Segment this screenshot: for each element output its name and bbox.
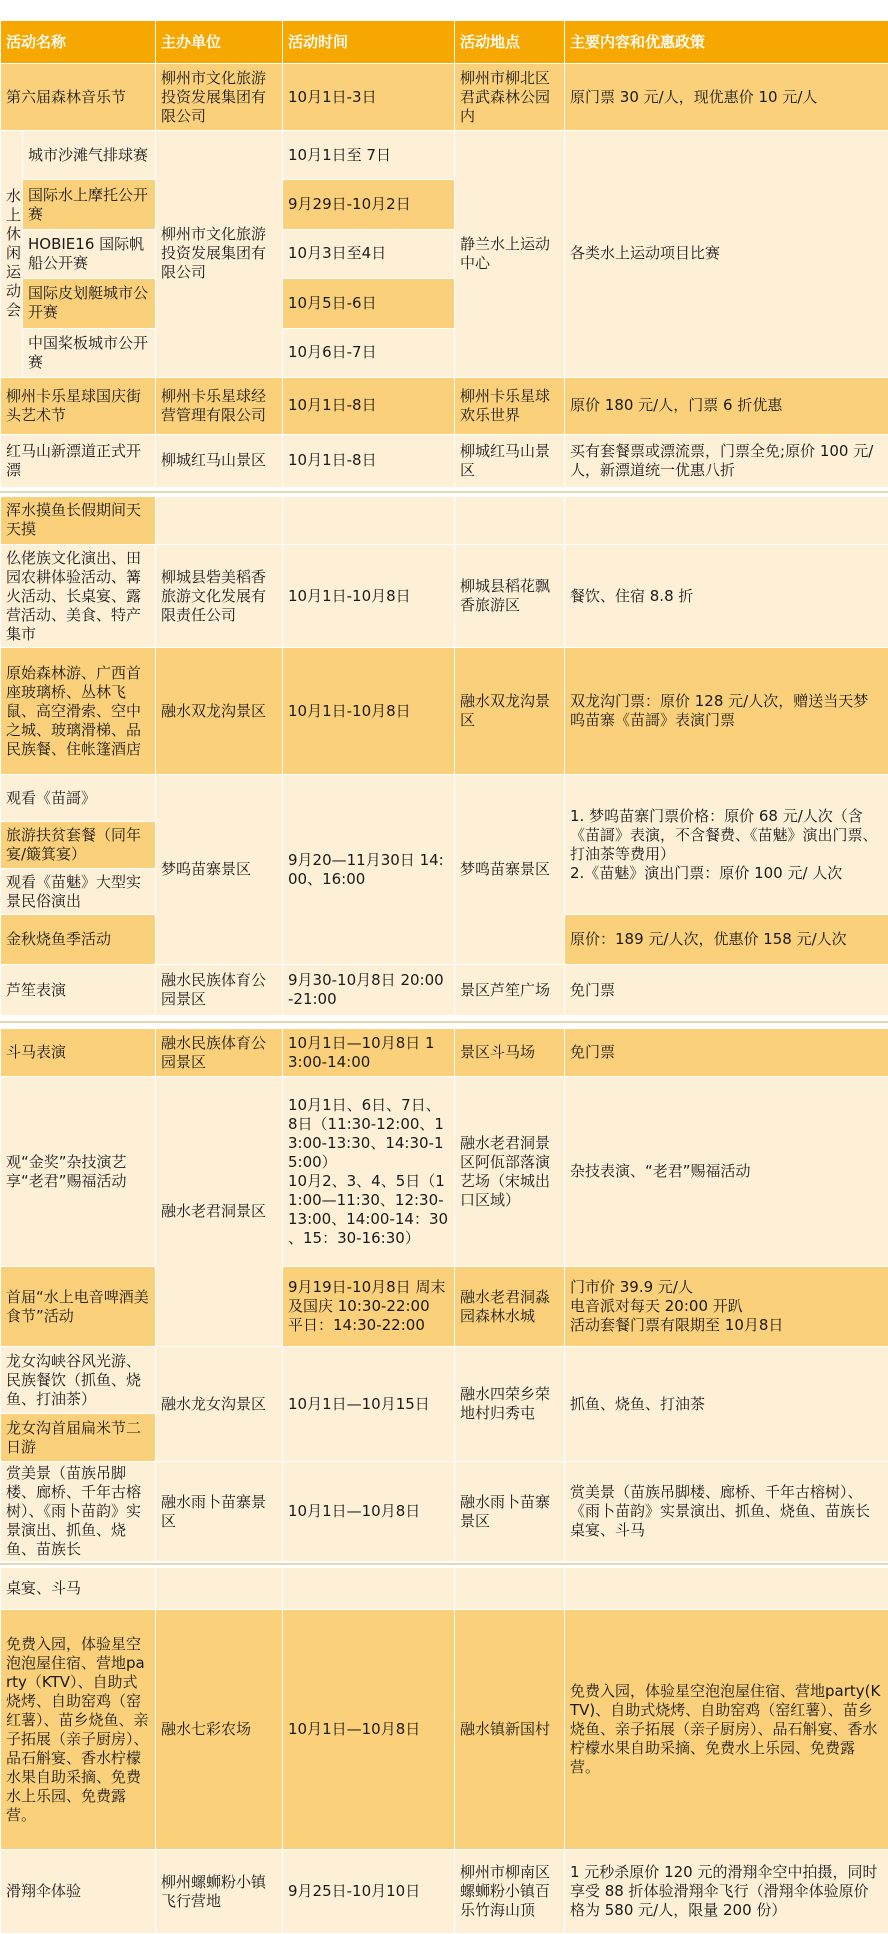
table-row [1, 64, 888, 131]
table-row [1, 544, 888, 648]
activity-name: 第六届森林音乐节 [1, 64, 156, 131]
table-row [1, 775, 888, 822]
place-cell: 融水老君洞景区阿佤部落演艺场（宋城出口区域） [455, 1077, 565, 1267]
organizer-cell: 融水民族体育公园景区 [156, 1029, 283, 1077]
header-time: 活动时间 [283, 21, 455, 64]
organizer-cell: 梦呜苗寨景区 [156, 775, 283, 965]
activity-name: 观“金奖”杂技演艺享“老君”赐福活动 [1, 1077, 156, 1267]
activity-name: 免费入园，体验星空泡泡屋住宿、营地party（KTV）、自助式烧烤、自助窑鸡（窑红薯）、苗乡烧鱼、亲子拓展（亲子厨房）、品石斛宴、香水柠檬水果自助采摘、免费水上乐园、免费露营。 [1, 1610, 156, 1850]
activity-name: 柳州卡乐星球国庆街头艺术节 [1, 378, 156, 434]
table-row [1, 378, 888, 434]
header-place: 活动地点 [455, 21, 565, 64]
organizer-cell: 融水双龙沟景区 [156, 648, 283, 775]
place-cell: 静兰水上运动中心 [455, 130, 565, 377]
content-cell: 门市价 39.9 元/人 电音派对每天 20:00 开趴 活动套餐门票有限期至 10月8日 [565, 1267, 888, 1347]
content-cell: 免门票 [565, 1029, 888, 1077]
activity-name: 龙女沟首届扁米节二日游 [1, 1414, 156, 1462]
organizer-cell: 柳州市文化旅游投资发展集团有限公司 [156, 130, 283, 377]
table-row [1, 1029, 888, 1077]
table-row [1, 497, 888, 545]
table-row [1, 130, 888, 179]
time-cell: 10月3日至4日 [283, 229, 455, 278]
organizer-cell: 融水七彩农场 [156, 1610, 283, 1850]
content-cell: 各类水上运动项目比赛 [565, 130, 888, 377]
time-cell: 9月30-10月8日 20:00-21:00 [283, 965, 455, 1016]
activity-name: 赏美景（苗族吊脚楼、廊桥、千年古榕树）、《雨卜苗韵》实景演出、抓鱼、烧鱼、苗族长 [1, 1462, 156, 1562]
place-cell: 融水老君洞淼园森林水城 [455, 1267, 565, 1347]
content-cell: 买有套餐票或漂流票，门票全免;原价 100 元/人，新漂道统一优惠八折 [565, 434, 888, 488]
table-block-1 [0, 20, 888, 488]
content-cell: 双龙沟门票：原价 128 元/人次，赠送当天梦呜苗寨《苗謌》表演门票 [565, 648, 888, 775]
organizer-cell: 柳城县砦美稻香旅游文化发展有限责任公司 [156, 544, 283, 648]
organizer-cell: 柳城红马山景区 [156, 434, 283, 488]
time-cell: 9月20—11月30日 14:00、16:00 [283, 775, 455, 965]
content-cell: 1. 梦呜苗寨门票价格：原价 68 元/人次（含《苗謌》表演，不含餐费、《苗魅》演出门票、打油茶等费用） 2.《苗魅》演出门票：原价 100 元/ 人次 [565, 775, 888, 915]
activity-name: 金秋烧鱼季活动 [1, 915, 156, 965]
content-cell: 赏美景（苗族吊脚楼、廊桥、千年古榕树）、《雨卜苗韵》实景演出、抓鱼、烧鱼、苗族长桌宴、斗马 [565, 1462, 888, 1562]
activity-name: 国际水上摩托公开赛 [23, 180, 156, 229]
organizer-cell: 融水龙女沟景区 [156, 1347, 283, 1462]
content-cell: 免门票 [565, 965, 888, 1016]
time-cell: 10月1日-10月8日 [283, 648, 455, 775]
activity-name: 滑翔伞体验 [1, 1850, 156, 1934]
table-row [1, 1347, 888, 1414]
activity-name: 仫佬族文化演出、田园农耕体验活动、篝火活动、长桌宴、露营活动、美食、特产集市 [1, 544, 156, 648]
activity-name: 芦笙表演 [1, 965, 156, 1016]
content-cell: 1 元秒杀原价 120 元的滑翔伞空中拍摄，同时享受 88 折体验滑翔伞飞行（滑翔伞体验原价格为 580 元/人，限量 200 份） [565, 1850, 888, 1934]
table-row [1, 1850, 888, 1934]
place-cell: 柳城县稻花飘香旅游区 [455, 544, 565, 648]
content-cell: 原价：189 元/人次，优惠价 158 元/人次 [565, 915, 888, 965]
table-row [1, 1568, 888, 1610]
time-cell: 9月29日-10月2日 [283, 180, 455, 229]
organizer-cell: 融水雨卜苗寨景区 [156, 1462, 283, 1562]
activity-name: 红马山新漂道正式开漂 [1, 434, 156, 488]
header-name: 活动名称 [1, 21, 156, 64]
time-cell: 10月1日、6日、7日、8日（11:30-12:00、13:00-13:30、14:30-15:00） 10月2、3、4、5日（11:00—11:30、12:30-13:00、14:00-14：30 、15：30-16:30） [283, 1077, 455, 1267]
time-cell: 10月1日-8日 [283, 434, 455, 488]
content-cell: 免费入园，体验星空泡泡屋住宿、营地party(KTV)、自助式烧烤、自助窑鸡（窑红薯）、苗乡烧鱼、亲子拓展（亲子厨房）、品石斛宴、香水柠檬水果自助采摘、免费水上乐园、免费露营。 [565, 1610, 888, 1850]
place-cell: 融水四荣乡荣地村归秀屯 [455, 1347, 565, 1462]
table-block-3 [0, 1028, 888, 1562]
time-cell: 10月5日-6日 [283, 279, 455, 328]
table-row [1, 965, 888, 1016]
activity-name: 旅游扶贫套餐（同年宴/簸箕宴） [1, 822, 156, 869]
place-cell: 融水雨卜苗寨景区 [455, 1462, 565, 1562]
table-row [1, 1077, 888, 1267]
place-cell: 柳城红马山景区 [455, 434, 565, 488]
section-divider [0, 488, 888, 496]
header-organizer: 主办单位 [156, 21, 283, 64]
place-cell: 融水双龙沟景区 [455, 648, 565, 775]
header-row [1, 21, 888, 64]
place-cell: 融水镇新国村 [455, 1610, 565, 1850]
place-cell: 景区斗马场 [455, 1029, 565, 1077]
time-cell: 10月1日-3日 [283, 64, 455, 131]
activity-name: HOBIE16 国际帆船公开赛 [23, 229, 156, 278]
activity-name: 桌宴、斗马 [1, 1568, 156, 1610]
time-cell: 9月19日-10月8日 周末及国庆 10:30-22:00 平日：14:30-22:00 [283, 1267, 455, 1347]
header-content: 主要内容和优惠政策 [565, 21, 888, 64]
activity-name: 观看《苗魅》大型实景民俗演出 [1, 868, 156, 915]
place-cell: 柳州市柳北区君武森林公园内 [455, 64, 565, 131]
table-row [1, 434, 888, 488]
place-cell: 景区芦笙广场 [455, 965, 565, 1016]
time-cell: 10月1日—10月15日 [283, 1347, 455, 1462]
time-cell: 10月1日-10月8日 [283, 544, 455, 648]
time-cell: 10月1日—10月8日 [283, 1610, 455, 1850]
activity-name: 城市沙滩气排球赛 [23, 130, 156, 179]
time-cell: 10月1日—10月8日 [283, 1462, 455, 1562]
activity-name: 观看《苗謌》 [1, 775, 156, 822]
organizer-cell: 柳州卡乐星球经营管理有限公司 [156, 378, 283, 434]
organizer-cell: 融水民族体育公园景区 [156, 965, 283, 1016]
organizer-cell: 融水老君洞景区 [156, 1077, 283, 1347]
table-row [1, 1462, 888, 1562]
place-cell: 梦鸣苗寨景区 [455, 775, 565, 965]
activity-name: 斗马表演 [1, 1029, 156, 1077]
activity-name: 浑水摸鱼长假期间天天摸 [1, 497, 156, 545]
table-row [1, 1610, 888, 1850]
activity-name: 国际皮划艇城市公开赛 [23, 279, 156, 328]
time-cell: 10月1日至 7日 [283, 130, 455, 179]
time-cell: 10月6日-7日 [283, 328, 455, 377]
table-block-2 [0, 496, 888, 1016]
content-cell: 原价 180 元/人，门票 6 折优惠 [565, 378, 888, 434]
time-cell: 10月1日—10月8日 13:00-14:00 [283, 1029, 455, 1077]
section-divider [0, 1016, 888, 1028]
time-cell: 10月1日-8日 [283, 378, 455, 434]
place-cell: 柳州市柳南区螺蛳粉小镇百乐竹海山顶 [455, 1850, 565, 1934]
group-name: 水上休闲运动会 [1, 130, 23, 377]
activity-name: 中国桨板城市公开赛 [23, 328, 156, 377]
activity-name: 龙女沟峡谷风光游、民族餐饮（抓鱼、烧鱼、打油茶） [1, 1347, 156, 1414]
content-cell: 抓鱼、烧鱼、打油茶 [565, 1347, 888, 1462]
activity-name: 原始森林游、广西首座玻璃桥、丛林飞鼠、高空滑索、空中之城、玻璃滑梯、品民族餐、住帐篷酒店 [1, 648, 156, 775]
activity-name: 首届“水上电音啤酒美食节”活动 [1, 1267, 156, 1347]
table-row [1, 648, 888, 775]
content-cell: 餐饮、住宿 8.8 折 [565, 544, 888, 648]
table-row [1, 1267, 888, 1347]
place-cell: 柳州卡乐星球欢乐世界 [455, 378, 565, 434]
organizer-cell: 柳州市文化旅游投资发展集团有限公司 [156, 64, 283, 131]
content-cell: 原门票 30 元/人，现优惠价 10 元/人 [565, 64, 888, 131]
organizer-cell: 柳州螺蛳粉小镇飞行营地 [156, 1850, 283, 1934]
table-block-4 [0, 1567, 888, 1934]
time-cell: 9月25日-10月10日 [283, 1850, 455, 1934]
content-cell: 杂技表演、“老君”赐福活动 [565, 1077, 888, 1267]
